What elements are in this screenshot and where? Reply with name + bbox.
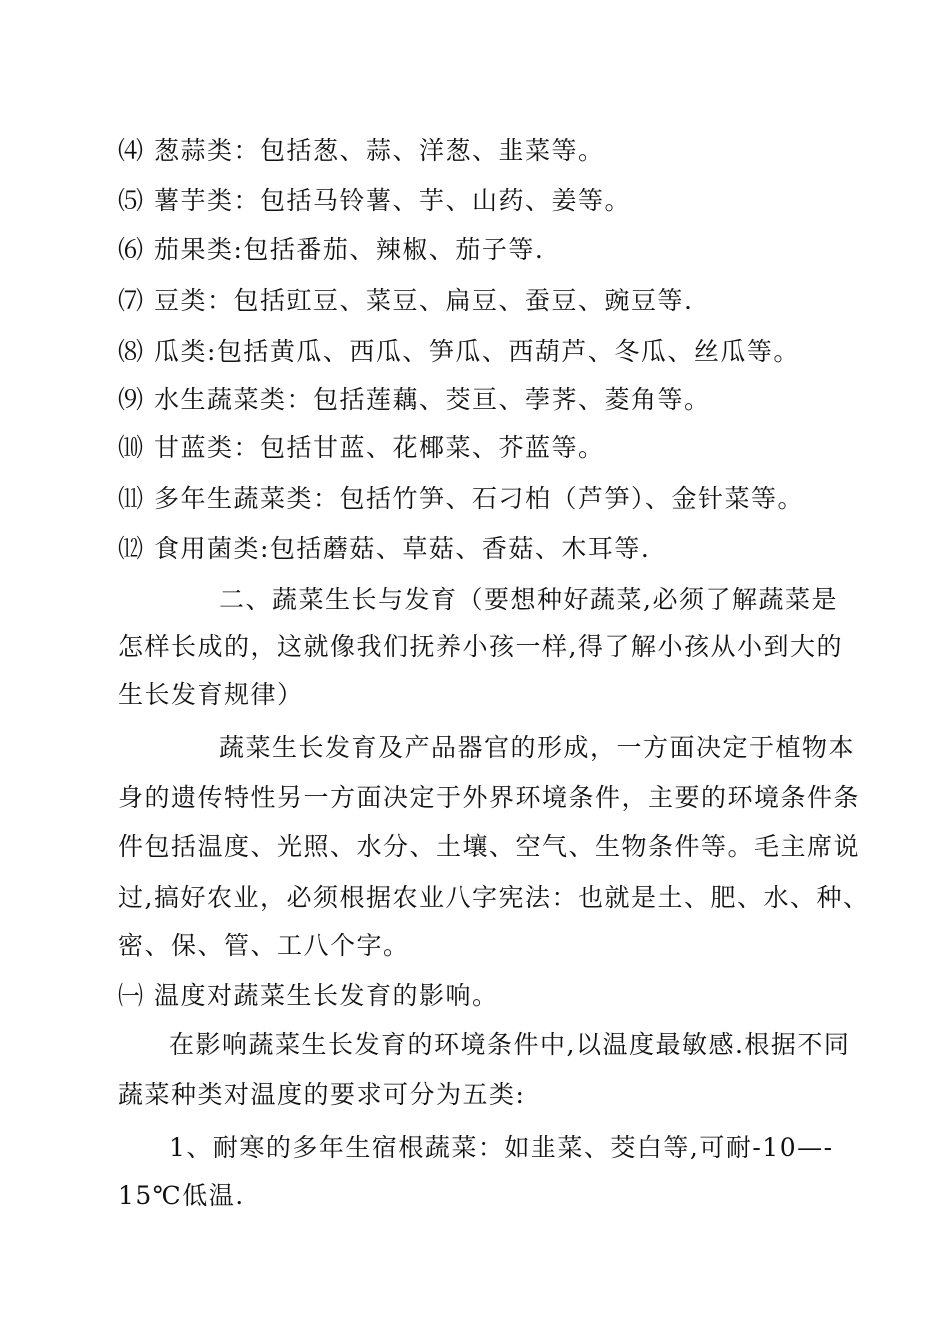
paragraph-line: 1、耐寒的多年生宿根蔬菜：如韭菜、茭白等,可耐-10—- <box>169 1133 834 1162</box>
list-item: ⑸ 薯芋类：包括马铃薯、芋、山药、姜等。 <box>118 186 631 215</box>
list-item: ⑼ 水生蔬菜类：包括莲藕、茭亘、荸荠、菱角等。 <box>118 385 711 414</box>
list-item: ⑹ 茄果类:包括番茄、辣椒、茄子等. <box>118 235 545 264</box>
list-item: ⑽ 甘蓝类：包括甘蓝、花椰菜、芥蓝等。 <box>118 433 605 462</box>
paragraph-line: 15℃低温. <box>118 1181 245 1210</box>
paragraph-line: 在影响蔬菜生长发育的环境条件中,以温度最敏感.根据不同 <box>169 1030 851 1059</box>
list-item: ⑻ 瓜类:包括黄瓜、西瓜、笋瓜、西葫芦、冬瓜、丝瓜等。 <box>118 337 800 366</box>
section-heading-line: 二、蔬菜生长与发育（要想种好蔬菜,必须了解蔬菜是 <box>219 585 838 614</box>
list-item: ⑺ 豆类：包括豇豆、菜豆、扁豆、蚕豆、豌豆等. <box>118 286 694 315</box>
paragraph-line: 蔬菜生长发育及产品器官的形成，一方面决定于植物本 <box>219 733 856 762</box>
paragraph-line: 过,搞好农业，必须根据农业八字宪法：也就是土、肥、水、种、 <box>118 883 870 912</box>
paragraph-line: 蔬菜种类对温度的要求可分为五类: <box>118 1080 526 1109</box>
paragraph-line: 密、保、管、工八个字。 <box>118 931 410 960</box>
subheading: ㈠ 温度对蔬菜生长发育的影响。 <box>118 981 499 1010</box>
section-heading-line: 生长发育规律） <box>118 680 304 709</box>
list-item: ⑷ 葱蒜类：包括葱、蒜、洋葱、韭菜等。 <box>118 136 605 165</box>
paragraph-line: 件包括温度、光照、水分、土壤、空气、生物条件等。毛主席说 <box>118 832 861 861</box>
list-item: ⑿ 食用菌类:包括蘑菇、草菇、香菇、木耳等. <box>118 534 651 563</box>
section-heading-line: 怎样长成的，这就像我们抚养小孩一样,得了解小孩从小到大的 <box>118 632 843 661</box>
list-item: ⑾ 多年生蔬菜类：包括竹笋、石刁柏（芦笋）、金针菜等。 <box>118 484 804 513</box>
paragraph-line: 身的遗传特性另一方面决定于外界环境条件，主要的环境条件条 <box>118 783 861 812</box>
